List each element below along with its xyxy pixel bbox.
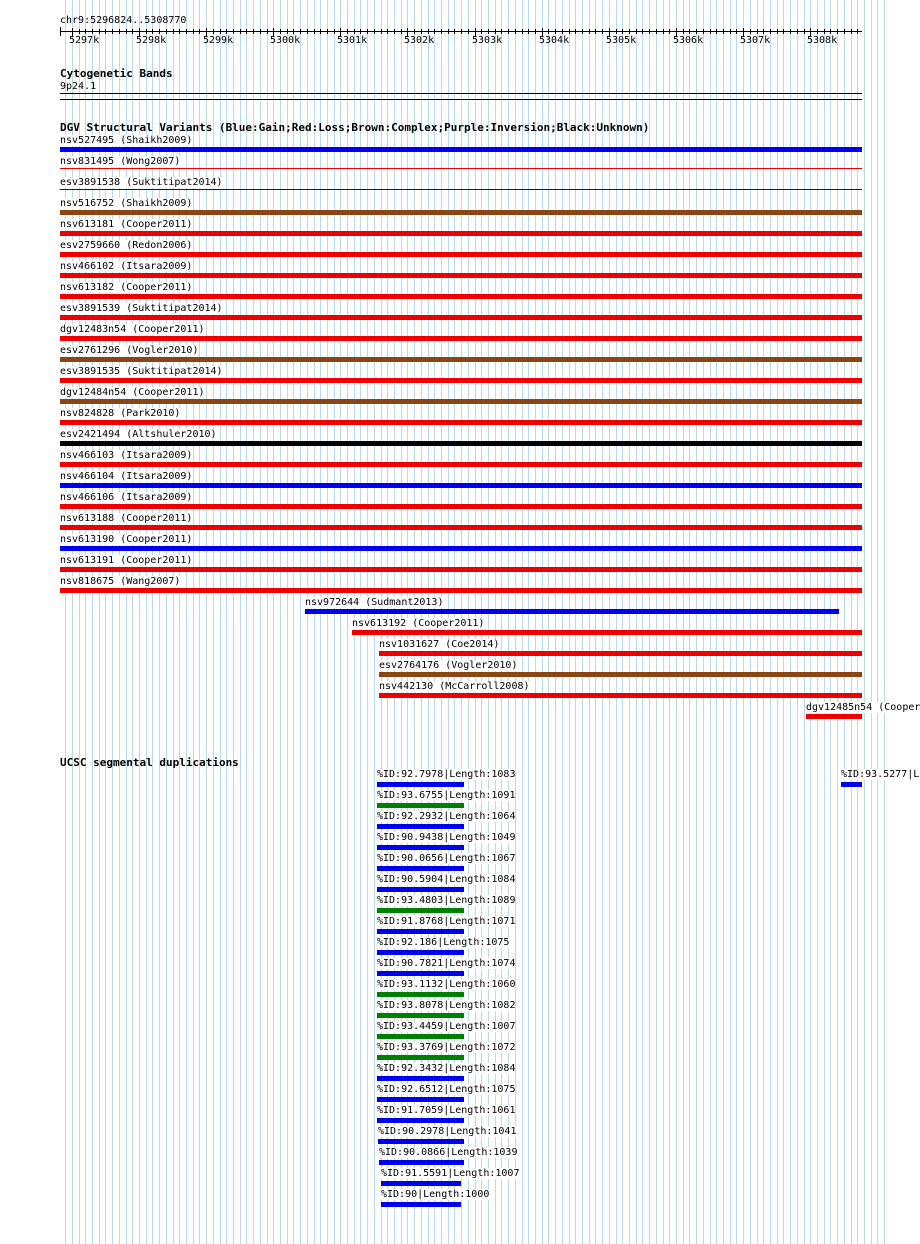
- dgv-feature-label[interactable]: nsv818675 (Wang2007): [60, 576, 181, 587]
- dgv-feature-bar[interactable]: [60, 252, 862, 257]
- dgv-feature-label[interactable]: nsv613182 (Cooper2011): [60, 282, 193, 293]
- ruler-tick-label: 5306k: [673, 35, 704, 46]
- segdup-feature-bar[interactable]: [377, 1034, 464, 1039]
- dgv-feature-label[interactable]: nsv613188 (Cooper2011): [60, 513, 193, 524]
- ruler-tick-label: 5302k: [404, 35, 435, 46]
- dgv-feature-label[interactable]: esv2764176 (Vogler2010): [379, 660, 518, 671]
- segdup-feature-label[interactable]: %ID:93.8078|Length:1082: [377, 1000, 516, 1011]
- segdup-feature-label[interactable]: %ID:91.5591|Length:1007: [381, 1168, 520, 1179]
- segdup-feature-bar[interactable]: [377, 782, 464, 787]
- dgv-feature-bar[interactable]: [60, 273, 862, 278]
- segdup-feature-bar[interactable]: [377, 1076, 464, 1081]
- segdup-feature-bar[interactable]: [377, 803, 464, 808]
- dgv-feature-bar[interactable]: [352, 630, 862, 635]
- ruler-tick-label: 5298k: [136, 35, 167, 46]
- dgv-feature-label[interactable]: nsv466102 (Itsara2009): [60, 261, 193, 272]
- segdup-feature-bar[interactable]: [377, 1097, 464, 1102]
- dgv-feature-bar[interactable]: [379, 672, 862, 677]
- segdup-feature-label[interactable]: %ID:93.5277|L: [841, 769, 920, 780]
- dgv-feature-bar[interactable]: [60, 147, 862, 152]
- ruler-tick-label: 5299k: [203, 35, 234, 46]
- dgv-feature-label[interactable]: nsv613181 (Cooper2011): [60, 219, 193, 230]
- segdup-feature-bar[interactable]: [381, 1181, 461, 1186]
- ruler-tick-label: 5303k: [472, 35, 503, 46]
- dgv-feature-label[interactable]: nsv824828 (Park2010): [60, 408, 181, 419]
- dgv-feature-bar[interactable]: [60, 462, 862, 467]
- segdup-feature-bar[interactable]: [377, 929, 464, 934]
- segdup-feature-label[interactable]: %ID:90.0866|Length:1039: [379, 1147, 518, 1158]
- ruler-tick-label: 5301k: [337, 35, 368, 46]
- segdup-feature-bar[interactable]: [377, 866, 464, 871]
- dgv-feature-bar[interactable]: [60, 441, 862, 446]
- dgv-feature-bar[interactable]: [60, 357, 862, 362]
- segdup-feature-bar[interactable]: [379, 1160, 464, 1165]
- dgv-track-title: DGV Structural Variants (Blue:Gain;Red:Loss;Brown:Complex;Purple:Inversion;Black:Unknown): [60, 121, 650, 134]
- segdup-feature-bar[interactable]: [377, 1118, 464, 1123]
- dgv-feature-bar[interactable]: [60, 525, 862, 530]
- dgv-feature-bar[interactable]: [379, 651, 862, 656]
- dgv-feature-label[interactable]: nsv466103 (Itsara2009): [60, 450, 193, 461]
- dgv-feature-bar[interactable]: [60, 567, 862, 572]
- dgv-feature-label[interactable]: nsv831495 (Wong2007): [60, 156, 181, 167]
- dgv-feature-label[interactable]: dgv12483n54 (Cooper2011): [60, 324, 205, 335]
- dgv-feature-label[interactable]: esv3891539 (Suktitipat2014): [60, 303, 223, 314]
- ruler-tick-label: 5300k: [270, 35, 301, 46]
- dgv-feature-label[interactable]: nsv516752 (Shaikh2009): [60, 198, 193, 209]
- segdup-feature-label[interactable]: %ID:92.6512|Length:1075: [377, 1084, 516, 1095]
- segdup-feature-bar[interactable]: [377, 1013, 464, 1018]
- segdup-feature-label[interactable]: %ID:93.6755|Length:1091: [377, 790, 516, 801]
- ruler-tick-label: 5305k: [606, 35, 637, 46]
- segdup-feature-bar[interactable]: [377, 971, 464, 976]
- segdup-feature-label[interactable]: %ID:91.8768|Length:1071: [377, 916, 516, 927]
- segdup-track-title: UCSC segmental duplications: [60, 756, 239, 769]
- segdup-feature-label[interactable]: %ID:93.4803|Length:1089: [377, 895, 516, 906]
- dgv-feature-bar[interactable]: [60, 189, 862, 190]
- segdup-feature-bar[interactable]: [377, 887, 464, 892]
- dgv-feature-label[interactable]: nsv972644 (Sudmant2013): [305, 597, 444, 608]
- dgv-feature-bar[interactable]: [60, 168, 862, 169]
- segdup-feature-label[interactable]: %ID:93.3769|Length:1072: [377, 1042, 516, 1053]
- segdup-feature-bar[interactable]: [377, 845, 464, 850]
- dgv-feature-bar[interactable]: [60, 294, 862, 299]
- segdup-feature-label[interactable]: %ID:91.7059|Length:1061: [377, 1105, 516, 1116]
- ruler-tick-label: 5307k: [740, 35, 771, 46]
- dgv-feature-label[interactable]: nsv613190 (Cooper2011): [60, 534, 193, 545]
- dgv-feature-bar[interactable]: [60, 588, 862, 593]
- dgv-feature-label[interactable]: nsv466106 (Itsara2009): [60, 492, 193, 503]
- segdup-feature-label[interactable]: %ID:90.2978|Length:1041: [378, 1126, 517, 1137]
- dgv-feature-label[interactable]: nsv466104 (Itsara2009): [60, 471, 193, 482]
- dgv-feature-bar[interactable]: [305, 609, 839, 614]
- dgv-feature-bar[interactable]: [60, 504, 862, 509]
- dgv-feature-label[interactable]: dgv12484n54 (Cooper2011): [60, 387, 205, 398]
- dgv-feature-label[interactable]: nsv613192 (Cooper2011): [352, 618, 485, 629]
- ruler-tick-label: 5304k: [539, 35, 570, 46]
- dgv-feature-label[interactable]: nsv442130 (McCarroll2008): [379, 681, 530, 692]
- dgv-feature-bar[interactable]: [60, 546, 862, 551]
- dgv-feature-label[interactable]: nsv527495 (Shaikh2009): [60, 135, 193, 146]
- dgv-feature-bar[interactable]: [60, 210, 862, 215]
- cytoband-label: 9p24.1: [60, 81, 97, 92]
- segdup-feature-bar[interactable]: [377, 992, 464, 997]
- segdup-feature-label[interactable]: %ID:90|Length:1000: [381, 1189, 490, 1200]
- dgv-feature-bar[interactable]: [379, 693, 862, 698]
- segdup-feature-bar[interactable]: [378, 1139, 464, 1144]
- dgv-feature-bar[interactable]: [60, 336, 862, 341]
- dgv-feature-label[interactable]: esv3891538 (Suktitipat2014): [60, 177, 223, 188]
- segdup-feature-label[interactable]: %ID:92.2932|Length:1064: [377, 811, 516, 822]
- segdup-feature-label[interactable]: %ID:90.5904|Length:1084: [377, 874, 516, 885]
- dgv-feature-bar[interactable]: [60, 378, 862, 383]
- segdup-feature-bar[interactable]: [381, 1202, 461, 1207]
- dgv-feature-label[interactable]: nsv1031627 (Coe2014): [379, 639, 500, 650]
- segdup-feature-bar[interactable]: [377, 1055, 464, 1060]
- dgv-feature-label[interactable]: dgv12485n54 (Cooper: [806, 702, 920, 713]
- segdup-feature-bar[interactable]: [377, 950, 464, 955]
- dgv-feature-bar[interactable]: [806, 714, 862, 719]
- segdup-feature-bar[interactable]: [377, 824, 464, 829]
- dgv-feature-bar[interactable]: [60, 231, 862, 236]
- segdup-feature-label[interactable]: %ID:92.7978|Length:1083: [377, 769, 516, 780]
- segdup-feature-label[interactable]: %ID:92.186|Length:1075: [377, 937, 510, 948]
- dgv-feature-label[interactable]: nsv613191 (Cooper2011): [60, 555, 193, 566]
- ruler-tick-label: 5308k: [807, 35, 838, 46]
- dgv-feature-bar[interactable]: [60, 420, 862, 425]
- dgv-feature-bar[interactable]: [60, 315, 862, 320]
- segdup-feature-label[interactable]: %ID:90.0656|Length:1067: [377, 853, 516, 864]
- segdup-feature-label[interactable]: %ID:93.1132|Length:1060: [377, 979, 516, 990]
- dgv-feature-label[interactable]: esv2761296 (Vogler2010): [60, 345, 199, 356]
- dgv-feature-bar[interactable]: [60, 399, 862, 404]
- dgv-feature-bar[interactable]: [60, 483, 862, 488]
- cytoband-track-title: Cytogenetic Bands: [60, 67, 173, 80]
- dgv-feature-label[interactable]: esv3891535 (Suktitipat2014): [60, 366, 223, 377]
- segdup-feature-label[interactable]: %ID:93.4459|Length:1007: [377, 1021, 516, 1032]
- segdup-feature-label[interactable]: %ID:90.7821|Length:1074: [377, 958, 516, 969]
- segdup-feature-bar[interactable]: [377, 908, 464, 913]
- ruler-tick-label: 5297k: [69, 35, 100, 46]
- segdup-feature-label[interactable]: %ID:92.3432|Length:1084: [377, 1063, 516, 1074]
- dgv-feature-label[interactable]: esv2421494 (Altshuler2010): [60, 429, 217, 440]
- locus-label: chr9:5296824..5308770: [60, 15, 187, 26]
- segdup-feature-bar[interactable]: [841, 782, 862, 787]
- dgv-feature-label[interactable]: esv2759660 (Redon2006): [60, 240, 193, 251]
- segdup-feature-label[interactable]: %ID:90.9438|Length:1049: [377, 832, 516, 843]
